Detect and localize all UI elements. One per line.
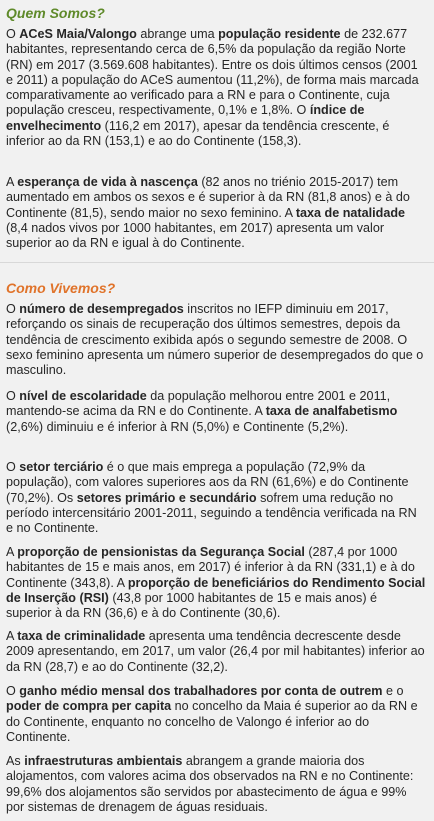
paragraph-text	[6, 175, 426, 251]
text-run: A	[6, 629, 18, 643]
bold-term: setor terciário	[19, 460, 104, 474]
bold-term: nível de escolaridade	[19, 389, 147, 403]
paragraph-text	[6, 389, 426, 435]
bold-term: infraestruturas ambientais	[24, 754, 183, 768]
paragraph-pensioners	[6, 545, 426, 621]
text-run: inscritos no IEFP diminuiu em 2017, reforçando os sinais de recuperação dos últimos semestres, depois da tendência de crescimento exibida após o segundo semestre de 2008. O sexo feminino apresenta um número superior de desempregados do que o masculino.	[6, 302, 424, 378]
bold-term: ganho médio mensal dos trabalhadores por conta de outrem	[19, 684, 383, 698]
bold-term: poder de compra per capita	[6, 699, 172, 714]
paragraph-criminality	[6, 629, 426, 675]
text-run: e o	[382, 684, 404, 698]
text-run: é o que mais emprega a população (72,9% da população), com valores superiores aos da RN (61,6%) e do Continente (70,2%). Os	[6, 460, 409, 505]
text-run: abrangem a grande maioria dos alojamentos, com valores acima dos observados na RN e no Continente: 99,6% dos alojamentos são servidos por abastecimento de água e 99% por sistemas de drenagem de águas residuais.	[6, 754, 414, 814]
text-run: abrange uma	[136, 27, 219, 41]
paragraph-life-expectancy	[6, 175, 426, 251]
bold-term: proporção de pensionistas da Segurança Social	[17, 545, 305, 559]
paragraph-population	[6, 27, 426, 149]
text-run: (2,6%) diminuiu e é inferior à RN (5,0%) e Continente (5,2%).	[6, 419, 349, 434]
text-run: apresenta uma tendência decrescente desde 2009 apresentando, em 2017, um valor (26,4 por mil habitantes) inferior ao da RN (28,7) e ao do Continente (32,2).	[6, 629, 425, 674]
paragraph-text	[6, 302, 426, 378]
paragraph-unemployment	[6, 302, 426, 378]
paragraph-text	[6, 545, 426, 621]
text-run: O	[6, 460, 20, 474]
paragraph-text	[6, 27, 426, 149]
text-run: (8,4 nados vivos por 1000 habitantes, em 2017) apresenta um valor superior ao da RN e igual à do Continente.	[6, 220, 385, 251]
paragraph-text	[6, 684, 426, 745]
text-run: da população melhorou entre 2001 e 2011, mantendo-se acima da RN e do Continente. A	[6, 389, 391, 419]
text-run: de 232.677 habitantes, representando cerca de 6,5% da população da região Norte (RN) em 2017 (3.569.608 habitantes). Entre os dois últimos censos (2001 e 2011) a população do ACeS aumentou (11,2%), de forma mais marcada comparativamente ao verificado para a RN e para o Continente, cuja população cresceu, respectivamente, 0,1% e 1,8%. O	[6, 27, 419, 118]
bold-term: ACeS Maia/Valongo	[19, 27, 137, 41]
paragraph-text	[6, 629, 426, 675]
paragraph-income	[6, 684, 426, 745]
paragraph-environment	[6, 754, 426, 815]
bold-term: número de desempregados	[19, 302, 184, 316]
section-heading-como-vivemos: Como Vivemos?	[6, 280, 116, 296]
text-run: (82 anos no triénio 2015-2017) tem aumentado em ambos os sexos e é superior à da RN (81,8 anos) e à do Continente (81,5), sendo maior no sexo feminino. A	[6, 175, 410, 220]
bold-term: população residente	[218, 27, 341, 41]
section-divider	[0, 262, 434, 263]
text-run: O	[6, 302, 20, 316]
text-run: O	[6, 27, 20, 41]
bold-term: setores primário e secundário	[76, 490, 257, 505]
text-run: no concelho da Maia é superior ao da RN e do Continente, enquanto no concelho de Valongo é inferior ao do Continente.	[6, 699, 418, 744]
text-run: (43,8 por 1000 habitantes de 15 e mais anos) é superior à da RN (36,6) e à do Continente (30,6).	[6, 590, 378, 621]
bold-term: índice de envelhecimento	[6, 103, 365, 133]
text-run: A	[6, 175, 18, 189]
bold-term: taxa de criminalidade	[17, 629, 146, 643]
text-run: O	[6, 389, 20, 403]
text-run: (287,4 por 1000 habitantes de 15 e mais anos, em 2017) é inferior à da RN (331,1) e à do Continente (343,8). A	[6, 545, 415, 590]
text-run: A	[6, 545, 18, 559]
paragraph-text	[6, 754, 426, 815]
paragraph-tertiary-sector	[6, 460, 426, 536]
text-run: (116,2 em 2017), apesar da tendência crescente, é inferior ao da RN (153,1) e ao do Continente (158,3).	[6, 118, 390, 149]
text-run: sofrem uma redução no período intercensitário 2001-2011, seguindo a tendência verificada na RN e no Continente.	[6, 490, 417, 536]
bold-term: esperança de vida à nascença	[17, 175, 198, 189]
paragraph-education	[6, 389, 426, 435]
text-run: O	[6, 684, 20, 698]
text-run: As	[6, 754, 25, 768]
bold-term: taxa de natalidade	[295, 205, 406, 220]
paragraph-text	[6, 460, 426, 536]
section-heading-quem-somos: Quem Somos?	[6, 5, 105, 21]
bold-term: taxa de analfabetismo	[265, 404, 398, 419]
bold-term: proporção de beneficiários do Rendimento Social de Inserção (RSI)	[6, 575, 426, 605]
